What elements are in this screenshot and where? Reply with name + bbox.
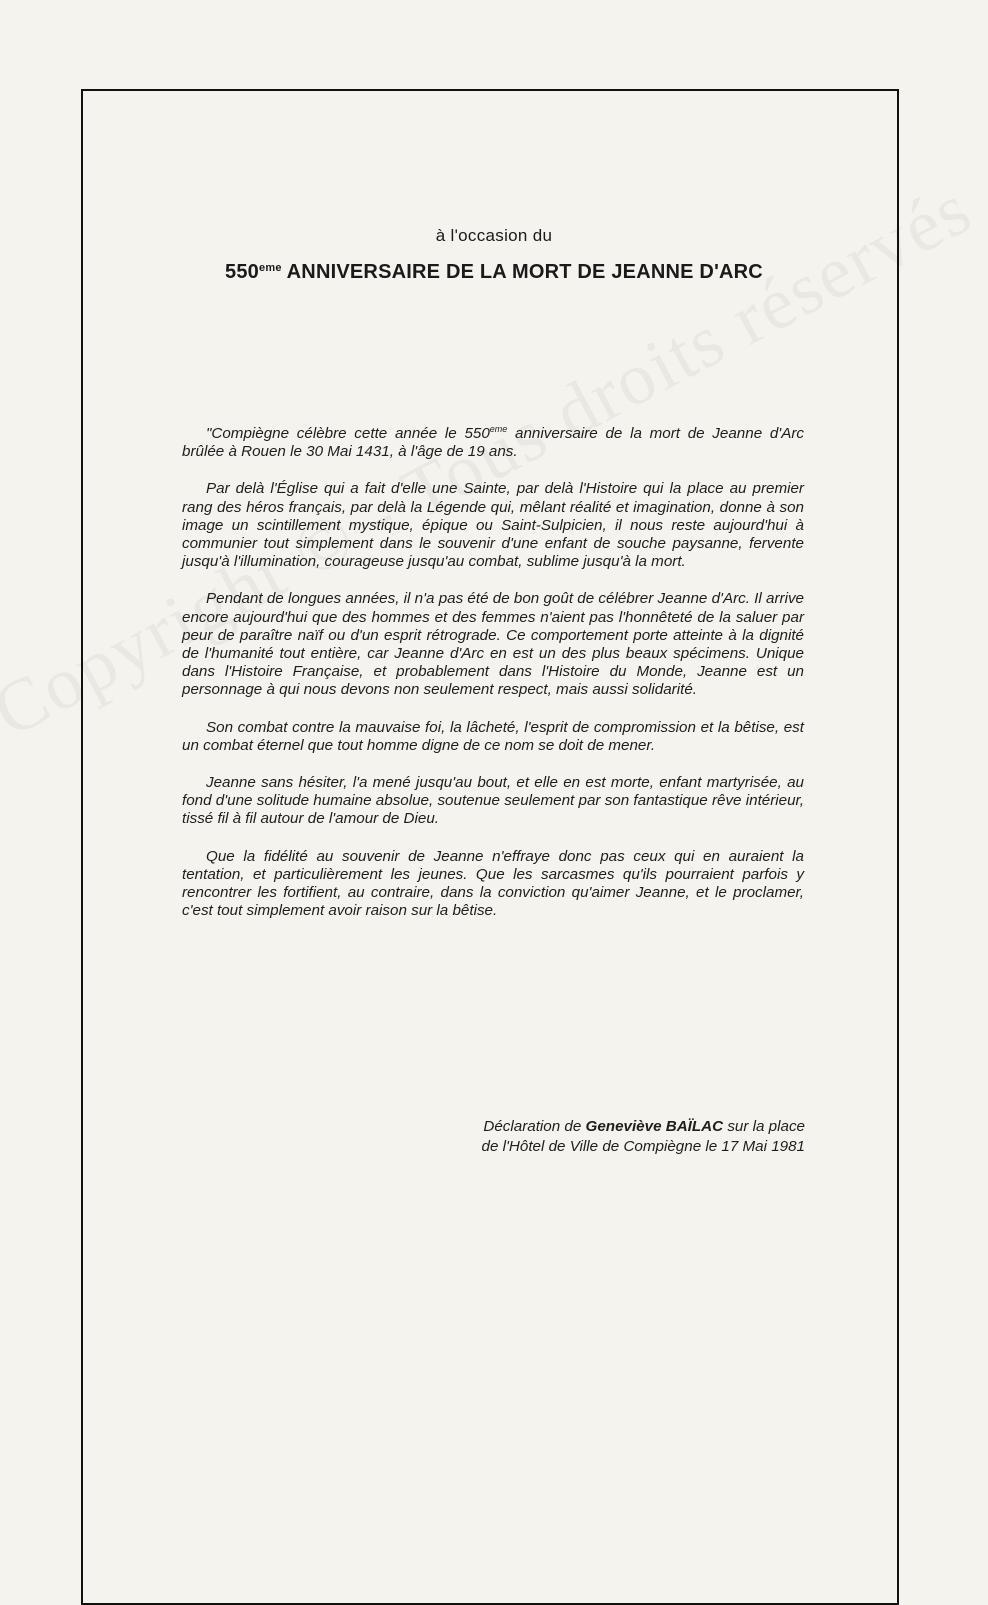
signature-line-1 (360, 1117, 805, 1137)
page-title (0, 261, 988, 284)
title-number: 550 (225, 261, 260, 283)
paragraph-4: Son combat contre la mauvaise foi, la lâcheté, l'esprit de compromission et la bêtise, est un combat éternel que tout homme digne de ce nom se doit de mener. (182, 718, 804, 754)
paragraph-2: Par delà l'Église qui a fait d'elle une Sainte, par delà l'Histoire qui la place au premier rang des héros français, par delà la Légende qui, mêlant réalité et imagination, donne à son image un scintillement mystique, épique ou Saint-Sulpicien, il nous reste aujourd'hui à communier tout simplement dans le souvenir d'une enfant de souche paysanne, fervente jusqu'à l'illumination, courageuse jusqu'au combat, sublime jusqu'à la mort. (182, 480, 804, 571)
declaration-body (182, 420, 804, 939)
signature-block (360, 1117, 805, 1157)
paragraph-1-end: anniversaire de la mort de Jeanne d'Arc brûlée à Rouen le 30 Mai 1431, à l'âge de 19 ans. (182, 425, 804, 461)
occasion-line: à l'occasion du (435, 226, 553, 245)
paragraph-1-superscript: eme (489, 424, 508, 434)
signature-line-2: de l'Hôtel de Ville de Compiègne le 17 Mai 1981 (481, 1138, 805, 1155)
signatory-name: Geneviève BAÏLAC (585, 1118, 724, 1135)
paragraph-6: Que la fidélité au souvenir de Jeanne n'effraye donc pas ceux qui en auraient la tentation, et particulièrement les jeunes. Que les sarcasmes qu'ils pourraient parfois y rencontrer les fortifient, au contraire, dans la conviction qu'aimer Jeanne, et le proclamer, c'est tout simplement avoir raison sur la bêtise. (182, 847, 804, 920)
paragraph-5: Jeanne sans hésiter, l'a mené jusqu'au bout, et elle en est morte, enfant martyrisée, au fond d'une solitude humaine absolue, soutenue seulement par son fantastique rêve intérieur, tissé fil à fil autour de l'amour de Dieu. (182, 774, 804, 828)
paragraph-1-start: "Compiègne célèbre cette année le 550 (206, 425, 490, 442)
title-superscript: eme (259, 262, 282, 274)
title-text: ANNIVERSAIRE DE LA MORT DE JEANNE D'ARC (281, 261, 763, 283)
signature-prefix: Déclaration de (483, 1118, 586, 1135)
paragraph-3: Pendant de longues années, il n'a pas été de bon goût de célébrer Jeanne d'Arc. Il arrive encore aujourd'hui que des hommes et des femmes n'aient pas l'honnêteté de la saluer par peur de paraître naïf ou d'un esprit rétrograde. Ce comportement porte atteinte à la dignité de l'humanité tout entière, car Jeanne d'Arc en est un des plus beaux spécimens. Unique dans l'Histoire Française, et probablement dans l'Histoire du Monde, Jeanne est un personnage à qui nous devons non seulement respect, mais aussi solidarité. (182, 590, 804, 699)
signature-suffix: sur la place (723, 1118, 805, 1135)
paragraph-1 (182, 420, 804, 461)
